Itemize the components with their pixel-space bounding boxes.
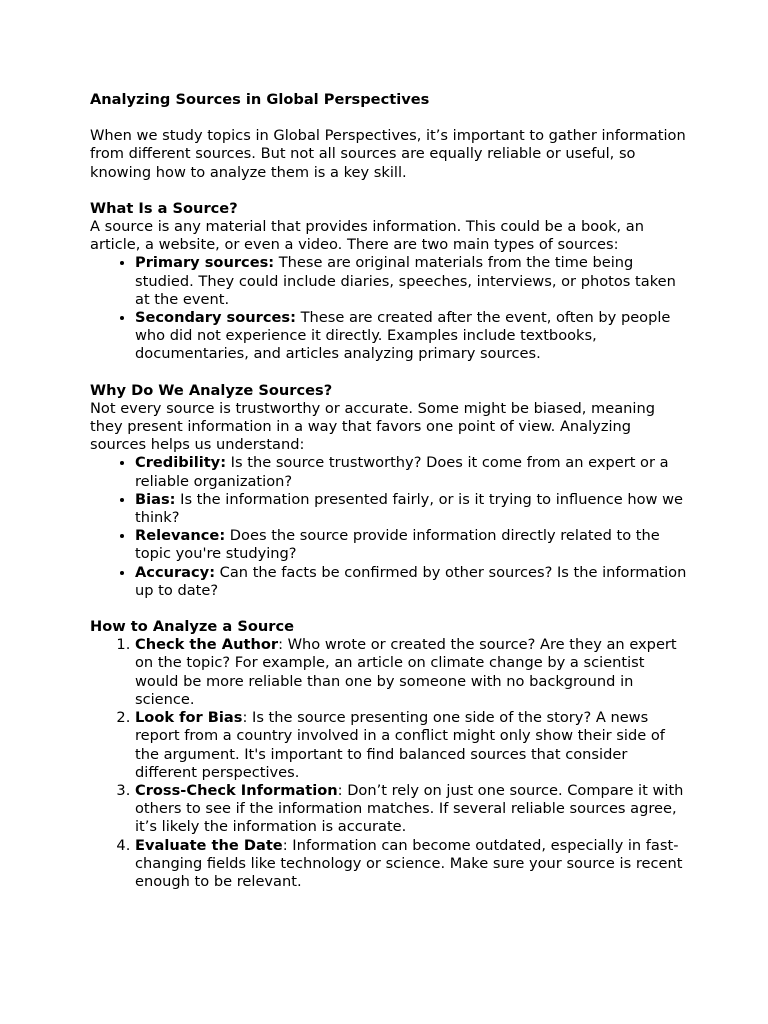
desc-bias: Is the information presented fairly, or is it trying to influence how we think?	[135, 490, 684, 527]
desc-relevance: Does the source provide information directly related to the topic you're studying?	[135, 527, 660, 563]
list-item-relevance	[135, 527, 690, 563]
step-look-for-bias	[135, 709, 690, 782]
list-item-secondary-sources	[135, 309, 690, 364]
list-item-accuracy	[135, 564, 690, 600]
desc-primary-sources: These are original materials from the time being studied. They could include diaries, speeches, interviews, or photos taken at the event.	[135, 254, 676, 308]
list-item-bias	[135, 491, 690, 527]
desc-cross-check: : Don’t rely on just one source. Compare it with others to see if the information matches. If several reliable sources agree, it’s likely the information is accurate.	[135, 781, 684, 836]
section-heading-what-is-a-source: What Is a Source?	[90, 199, 238, 217]
desc-look-for-bias: : Is the source presenting one side of the story? A news report from a country involved in a conflict might only show their side of the argument. It's important to find balanced sources that consider different perspectives.	[135, 709, 665, 781]
term-look-for-bias: Look for Bias	[135, 709, 243, 727]
term-bias: Bias:	[135, 490, 176, 508]
intro-paragraph: When we study topics in Global Perspectives, it’s important to gather information from different sources. But not all sources are equally reliable or useful, so knowing how to analyze them is a key skill.	[90, 127, 686, 181]
term-evaluate-date: Evaluate the Date	[135, 836, 283, 854]
term-cross-check: Cross-Check Information	[135, 781, 338, 799]
analysis-criteria-list	[90, 454, 690, 600]
term-credibility: Credibility:	[135, 454, 227, 472]
term-secondary-sources: Secondary sources:	[135, 309, 296, 327]
section-heading-why-analyze: Why Do We Analyze Sources?	[90, 381, 333, 399]
step-evaluate-date	[135, 837, 690, 892]
section-heading-how-to-analyze: How to Analyze a Source	[90, 618, 295, 636]
document-page	[90, 91, 690, 909]
document-title: Analyzing Sources in Global Perspectives	[90, 91, 430, 108]
list-item-primary-sources	[135, 254, 690, 309]
analysis-steps-list	[90, 636, 690, 891]
source-types-list	[90, 254, 690, 363]
desc-secondary-sources: These are created after the event, often by people who did not experience it directly. Examples include textbooks, documentaries, and articles analyzing primary sources.	[135, 309, 671, 363]
step-cross-check	[135, 782, 690, 837]
term-primary-sources: Primary sources:	[135, 254, 275, 272]
desc-accuracy: Can the facts be confirmed by other sources? Is the information up to date?	[135, 563, 687, 599]
desc-credibility: Is the source trustworthy? Does it come from an expert or a reliable organization?	[135, 454, 669, 490]
section-text-what-is-a-source: A source is any material that provides information. This could be a book, an article, a website, or even a video. There are two main types of sources:	[90, 218, 644, 254]
term-accuracy: Accuracy:	[135, 563, 216, 581]
section-text-why-analyze: Not every source is trustworthy or accurate. Some might be biased, meaning they present information in a way that favors one point of view. Analyzing sources helps us understand:	[90, 399, 656, 454]
term-relevance: Relevance:	[135, 527, 226, 545]
desc-check-author: : Who wrote or created the source? Are they an expert on the topic? For example, an article on climate change by a scientist would be more reliable than one by someone with no background in science.	[135, 636, 677, 708]
list-item-credibility	[135, 454, 690, 490]
desc-evaluate-date: : Information can become outdated, especially in fast-changing fields like technology or science. Make sure your source is recent enough to be relevant.	[135, 836, 683, 890]
term-check-author: Check the Author	[135, 636, 279, 654]
step-check-author	[135, 636, 690, 709]
